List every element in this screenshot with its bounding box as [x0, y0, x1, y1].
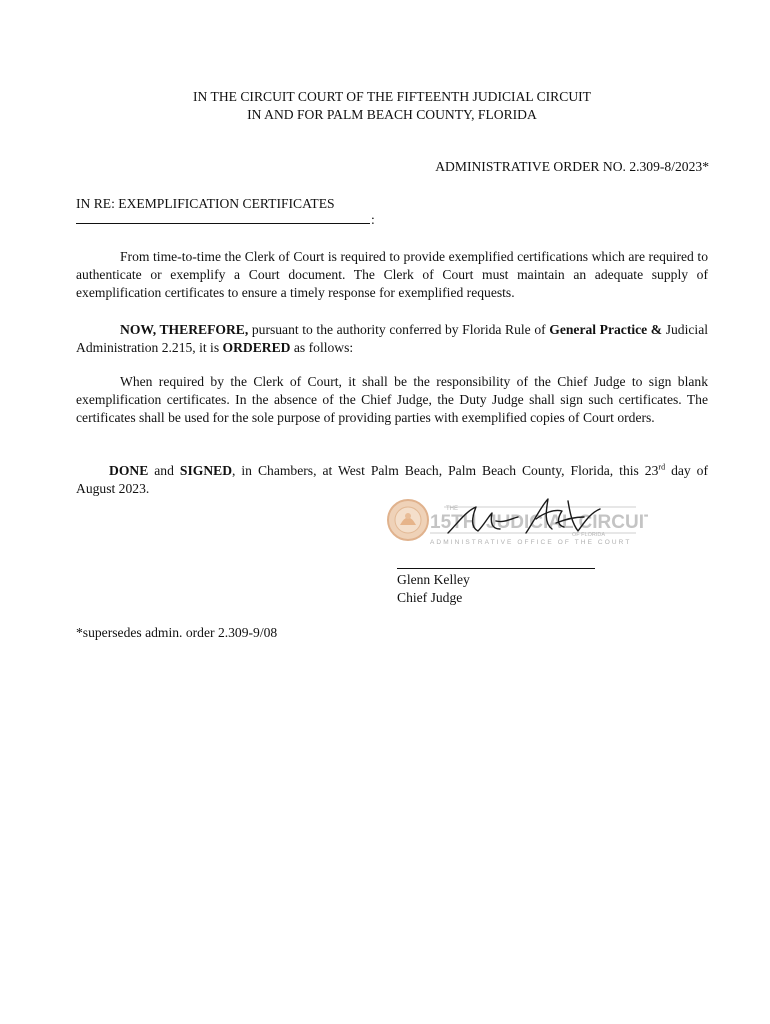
signer-name: Glenn Kelley: [397, 572, 470, 587]
ordered-bold: ORDERED: [222, 340, 291, 355]
signature-line: [397, 568, 595, 569]
signer-block: [397, 571, 470, 607]
seal-text-florida: OF FLORIDA: [572, 532, 606, 538]
seal-graphic: [386, 495, 648, 547]
paragraph-order-body: [76, 373, 708, 427]
caption-line-2: IN AND FOR PALM BEACH COUNTY, FLORIDA: [247, 107, 537, 122]
rule-name-bold: General Practice &: [549, 322, 663, 337]
seal-text-office: ADMINISTRATIVE OFFICE OF THE COURT: [430, 539, 632, 546]
caption-line-1: IN THE CIRCUIT COURT OF THE FIFTEENTH JUDICIAL CIRCUIT: [193, 89, 591, 104]
paragraph-preamble: [76, 248, 708, 302]
paragraph-order-body-text: When required by the Clerk of Court, it shall be the responsibility of the Chief Judge to sign blank exemplification certificates. In the absence of the Chief Judge, the Duty Judge shall sign such certificates. The certificates shall be used for the sole purpose of providing parties with exemplified copies of Court orders.: [76, 374, 708, 425]
now-therefore-text-1: pursuant to the authority conferred by Florida Rule of: [248, 322, 550, 337]
signer-title: Chief Judge: [397, 590, 463, 605]
court-seal-with-signature: [386, 495, 648, 547]
paragraph-preamble-text: From time-to-time the Clerk of Court is required to provide exemplified certifications which are required to authenticate or exemplify a Court document. The Clerk of Court must maintain an adequate supply of exemplification certificates to ensure a timely response for exemplified requests.: [76, 249, 708, 300]
signed-bold: SIGNED: [179, 463, 233, 478]
in-re-colon: :: [371, 212, 375, 227]
in-re-underline: [76, 212, 375, 227]
now-therefore-text-3: as follows:: [290, 340, 354, 355]
done-bold: DONE: [109, 463, 149, 478]
paragraph-done-and-signed: [76, 462, 708, 498]
supersedes-note: *supersedes admin. order 2.309-9/08: [76, 625, 278, 640]
court-caption: [76, 88, 708, 124]
seal-text-number: 15TH: [430, 512, 477, 533]
now-therefore-bold: NOW, THEREFORE,: [120, 322, 249, 337]
ordinal-suffix: rd: [658, 462, 666, 472]
paragraph-now-therefore: [76, 321, 708, 357]
seal-text-judicial-circuit: JUDICIAL CIRCUIT: [486, 512, 648, 533]
in-re-heading: IN RE: EXEMPLIFICATION CERTIFICATES: [76, 196, 335, 211]
administrative-order-number: ADMINISTRATIVE ORDER NO. 2.309-8/2023*: [435, 159, 709, 174]
seal-text-the: THE: [446, 506, 458, 512]
done-and-text: and: [148, 463, 180, 478]
underline-rule: [76, 223, 370, 224]
done-text-2: day of August 2023.: [76, 463, 708, 496]
done-text-1: , in Chambers, at West Palm Beach, Palm Beach County, Florida, this 23: [232, 463, 659, 478]
now-therefore-text-2: Judicial Administration 2.215, it is: [76, 322, 709, 355]
seal-emblem: [388, 500, 428, 540]
